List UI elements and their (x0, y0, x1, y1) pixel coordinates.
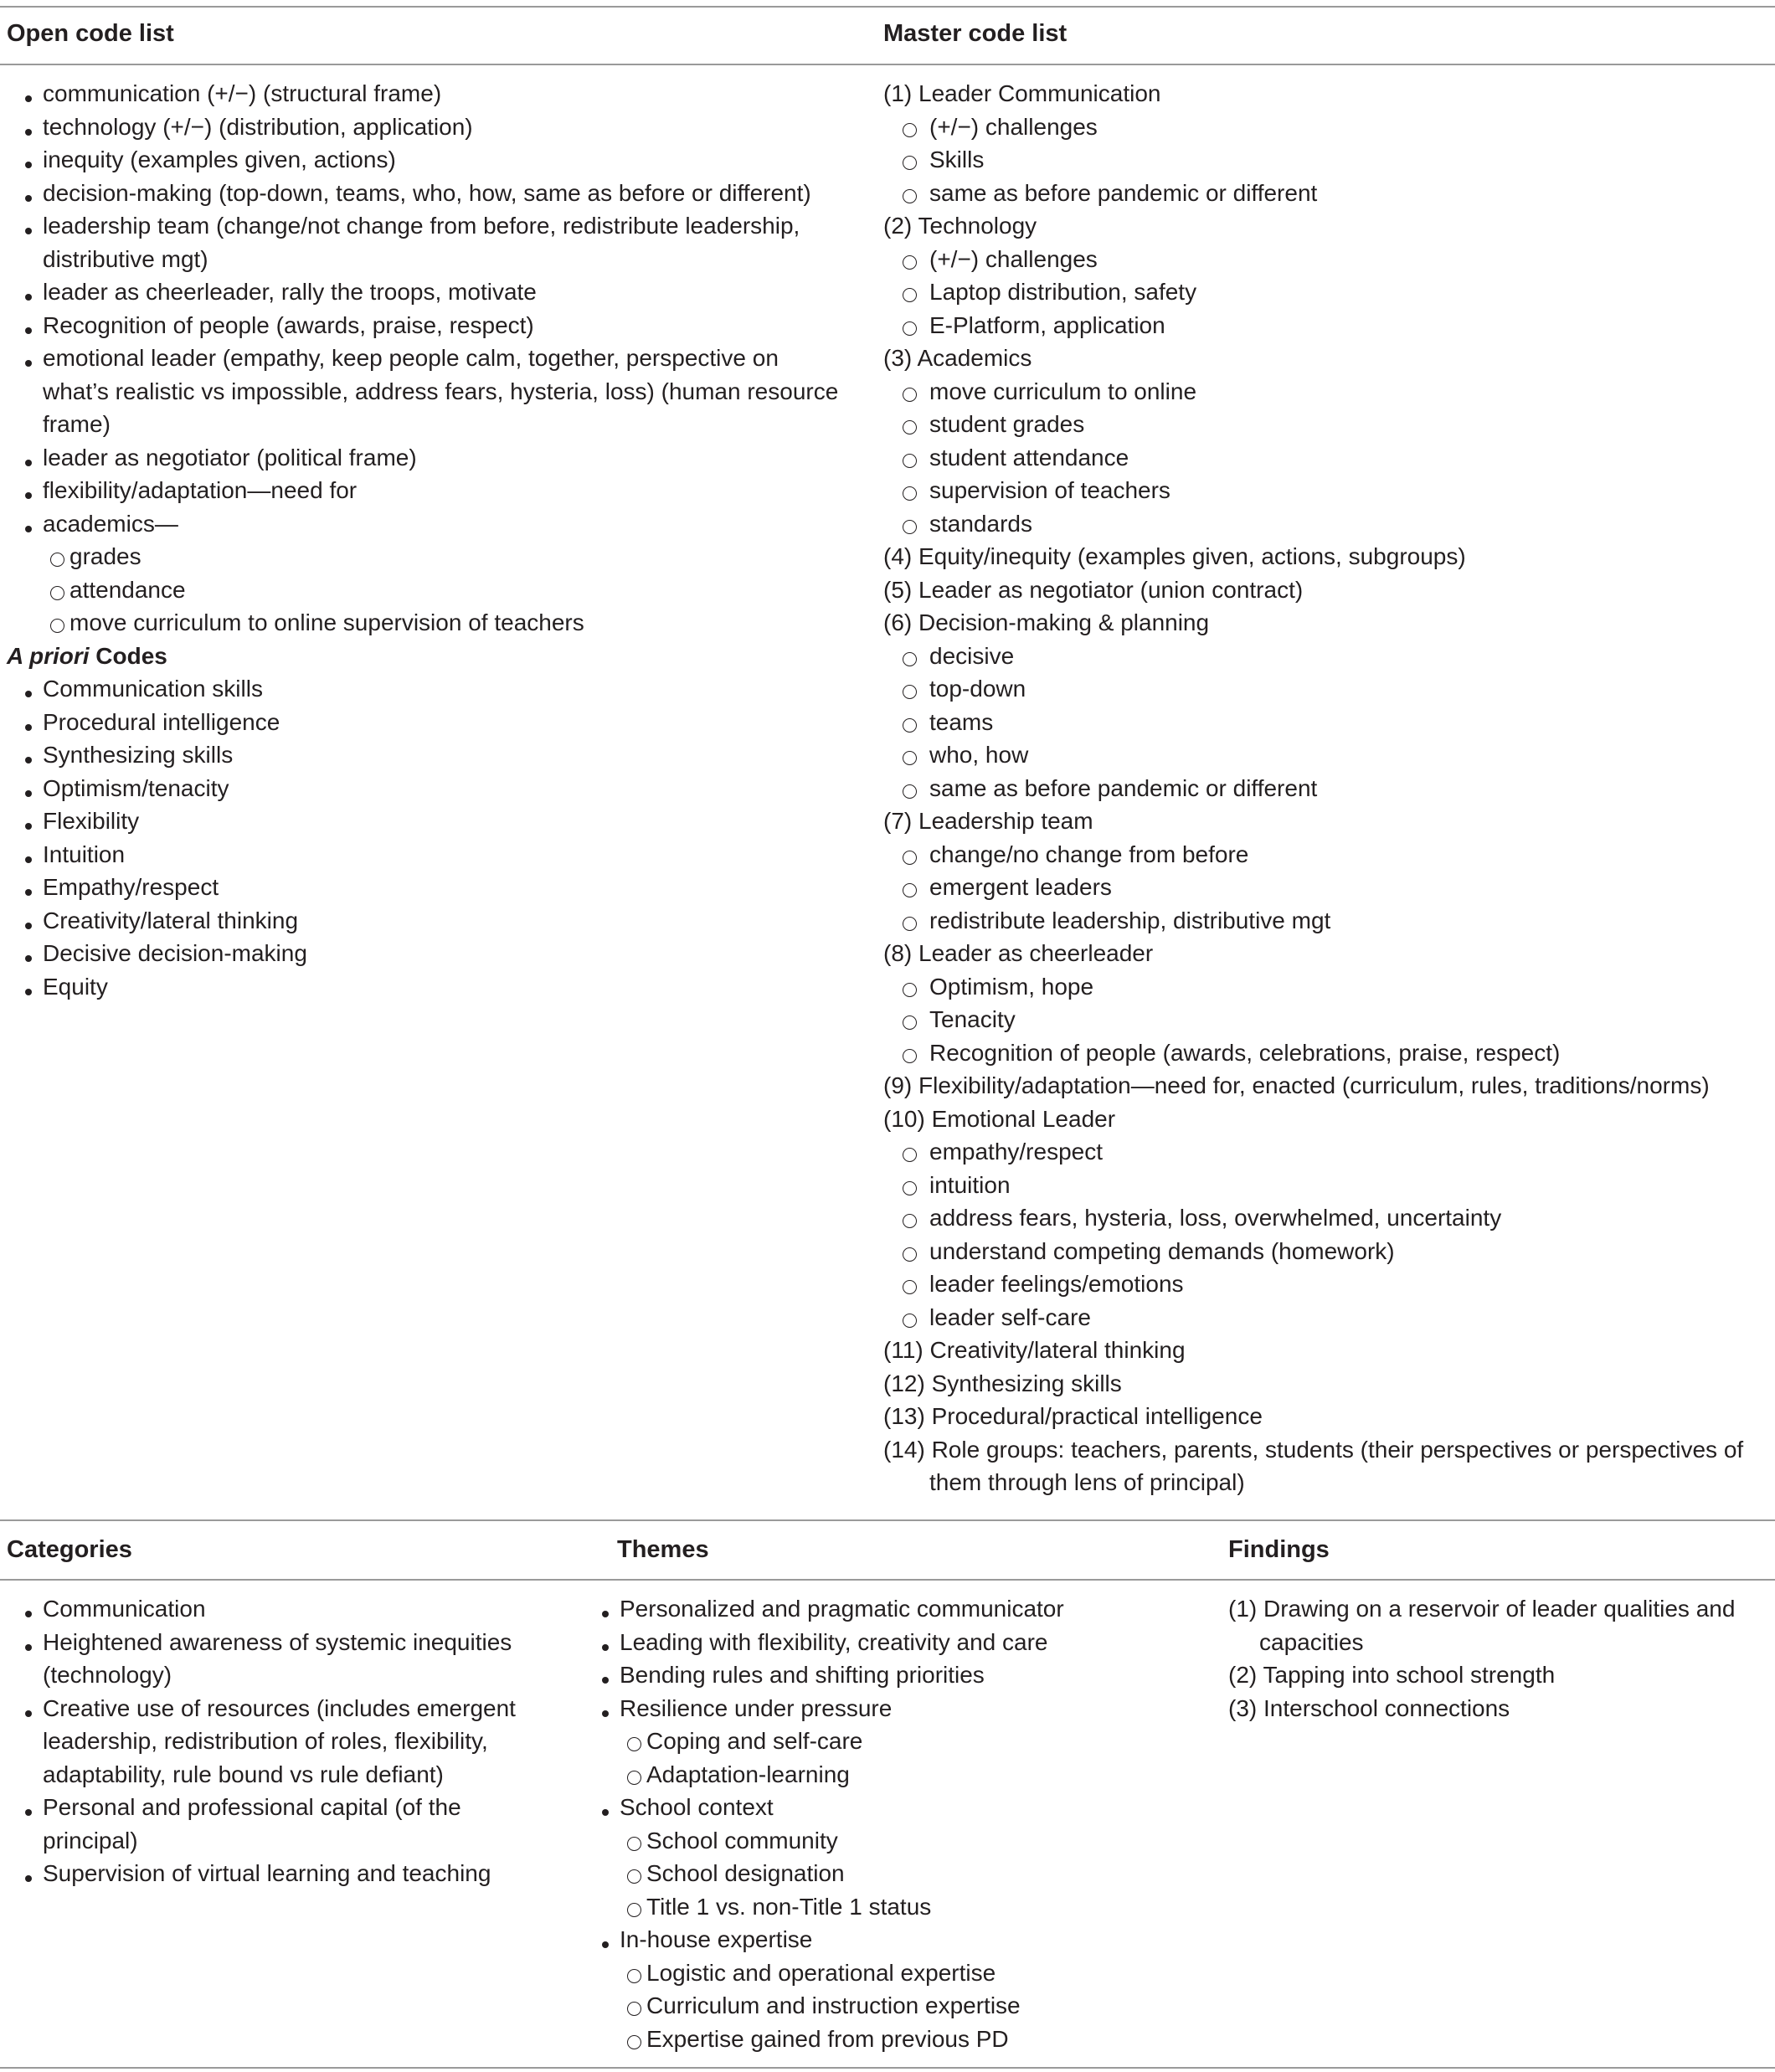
list-item: Intuition (7, 838, 848, 871)
findings-column (1228, 1592, 1764, 1725)
master-subcode: decisive (883, 640, 1767, 673)
list-item: decision-making (top-down, teams, who, how, same as before or different) (7, 177, 848, 210)
list-item: Personal and professional capital (of the principal) (7, 1791, 543, 1857)
master-subcode: (+/−) challenges (883, 243, 1767, 276)
list-item: Procedural intelligence (7, 706, 848, 739)
list-item: leader as cheerleader, rally the troops, motivate (7, 275, 848, 309)
list-item: Supervision of virtual learning and teaching (7, 1857, 543, 1890)
list-item: School context (584, 1791, 1186, 1824)
list-subitem: Expertise gained from previous PD (584, 2023, 1186, 2056)
table-bottom-rule (0, 2067, 1775, 2069)
master-code: (1) Leader Communication (883, 80, 1161, 106)
findings-header: Findings (1228, 1536, 1330, 1563)
table-top-rule (0, 6, 1775, 8)
list-item: Bending rules and shifting priorities (584, 1658, 1186, 1692)
master-subcode: address fears, hysteria, loss, overwhelmed, uncertainty (883, 1201, 1767, 1235)
list-item: inequity (examples given, actions) (7, 143, 848, 177)
master-code: (3) Academics (883, 345, 1032, 371)
master-subcode: E-Platform, application (883, 309, 1767, 342)
master-subcode: intuition (883, 1169, 1767, 1202)
apriori-heading-rest: Codes (89, 642, 167, 669)
master-subcode: student attendance (883, 441, 1767, 475)
list-item: In-house expertise (584, 1923, 1186, 1956)
master-subcode: redistribute leadership, distributive mgt (883, 904, 1767, 938)
list-item: Leading with flexibility, creativity and care (584, 1626, 1186, 1659)
list-subitem: Coping and self-care (584, 1725, 1186, 1758)
master-subcode: Tenacity (883, 1003, 1767, 1036)
master-subcode: who, how (883, 738, 1767, 772)
list-item: Personalized and pragmatic communicator (584, 1592, 1186, 1626)
categories-header: Categories (7, 1536, 132, 1563)
list-item: Flexibility (7, 805, 848, 838)
master-code: (8) Leader as cheerleader (883, 940, 1154, 966)
list-item: technology (+/−) (distribution, application) (7, 111, 848, 144)
master-subcode: empathy/respect (883, 1135, 1767, 1169)
list-subitem: School designation (584, 1857, 1186, 1890)
master-code: (11) Creativity/lateral thinking (883, 1337, 1186, 1363)
section-divider-rule (0, 1519, 1775, 1521)
categories-column (7, 1592, 543, 1890)
list-item: Equity (7, 970, 848, 1004)
list-item: Creative use of resources (includes emergent leadership, redistribution of roles, flexibility, adaptability, rule bound vs rule defiant) (7, 1692, 543, 1792)
list-item: Empathy/respect (7, 871, 848, 904)
list-subitem: Title 1 vs. non-Title 1 status (584, 1890, 1186, 1924)
master-code: (7) Leadership team (883, 808, 1093, 834)
master-subcode: Optimism, hope (883, 970, 1767, 1004)
master-code: (4) Equity/inequity (examples given, actions, subgroups) (883, 543, 1466, 569)
list-item: Communication skills (7, 672, 848, 706)
list-item: Heightened awareness of systemic inequities (technology) (7, 1626, 543, 1692)
list-subitem: School community (584, 1824, 1186, 1858)
themes-column (584, 1592, 1186, 2055)
bottom-header-rule (0, 1579, 1775, 1581)
finding-item: (3) Interschool connections (1228, 1694, 1510, 1721)
list-item: leader as negotiator (political frame) (7, 441, 848, 475)
list-item: academics— (7, 507, 848, 541)
master-code: (5) Leader as negotiator (union contract) (883, 576, 1304, 603)
master-code: (9) Flexibility/adaptation—need for, enacted (curriculum, rules, traditions/norms) (883, 1072, 1710, 1098)
master-code: (2) Technology (883, 213, 1037, 239)
list-item: Creativity/lateral thinking (7, 904, 848, 938)
list-item: communication (+/−) (structural frame) (7, 77, 848, 111)
list-subitem: grades (7, 540, 848, 573)
list-item: Recognition of people (awards, praise, respect) (7, 309, 848, 342)
finding-item: (1) Drawing on a reservoir of leader qualities and capacities (1228, 1596, 1736, 1655)
list-item: Decisive decision-making (7, 937, 848, 970)
master-subcode: Laptop distribution, safety (883, 275, 1767, 309)
master-subcode: leader feelings/emotions (883, 1267, 1767, 1301)
master-subcode: understand competing demands (homework) (883, 1235, 1767, 1268)
open-code-list-header: Open code list (7, 20, 174, 47)
list-subitem: Logistic and operational expertise (584, 1956, 1186, 1990)
master-subcode: (+/−) challenges (883, 111, 1767, 144)
master-code-list-header: Master code list (883, 20, 1068, 47)
finding-item: (2) Tapping into school strength (1228, 1662, 1556, 1688)
list-item: leadership team (change/not change from before, redistribute leadership, distributive mgt) (7, 209, 851, 275)
list-item: Synthesizing skills (7, 738, 848, 772)
master-subcode: Skills (883, 143, 1767, 177)
master-subcode: student grades (883, 408, 1767, 441)
open-code-list-column (7, 77, 848, 1003)
master-subcode: standards (883, 507, 1767, 541)
master-subcode: emergent leaders (883, 871, 1767, 904)
master-subcode: leader self-care (883, 1301, 1767, 1334)
master-subcode: same as before pandemic or different (883, 772, 1767, 805)
master-subcode: teams (883, 706, 1767, 739)
list-item: Resilience under pressure (584, 1692, 1186, 1725)
master-code: (13) Procedural/practical intelligence (883, 1403, 1263, 1429)
list-item: emotional leader (empathy, keep people calm, together, perspective on what’s realistic vs impossible, address fears, hysteria, loss) (human resource frame) (7, 342, 848, 441)
list-item: flexibility/adaptation—need for (7, 474, 848, 507)
master-code: (6) Decision-making & planning (883, 609, 1210, 635)
master-subcode: Recognition of people (awards, celebrations, praise, respect) (883, 1036, 1767, 1070)
list-item: Optimism/tenacity (7, 772, 848, 805)
list-subitem: attendance (7, 573, 848, 607)
master-subcode: same as before pandemic or different (883, 177, 1767, 210)
master-subcode: move curriculum to online (883, 375, 1767, 409)
master-code: (14) Role groups: teachers, parents, students (their perspectives or perspectives of them through lens of principal) (883, 1436, 1744, 1495)
master-code: (12) Synthesizing skills (883, 1370, 1122, 1396)
list-subitem: Curriculum and instruction expertise (584, 1989, 1186, 2023)
master-code: (10) Emotional Leader (883, 1105, 1116, 1132)
apriori-codes-heading (7, 640, 848, 673)
master-subcode: supervision of teachers (883, 474, 1767, 507)
apriori-heading-italic: A priori (7, 642, 90, 669)
list-subitem: Adaptation-learning (584, 1758, 1186, 1792)
master-subcode: change/no change from before (883, 838, 1767, 871)
list-item: Communication (7, 1592, 543, 1626)
master-subcode: top-down (883, 672, 1767, 706)
list-subitem: move curriculum to online supervision of teachers (7, 606, 848, 640)
top-header-rule (0, 64, 1775, 65)
master-code-list-column (883, 77, 1767, 1499)
themes-header: Themes (617, 1536, 709, 1563)
